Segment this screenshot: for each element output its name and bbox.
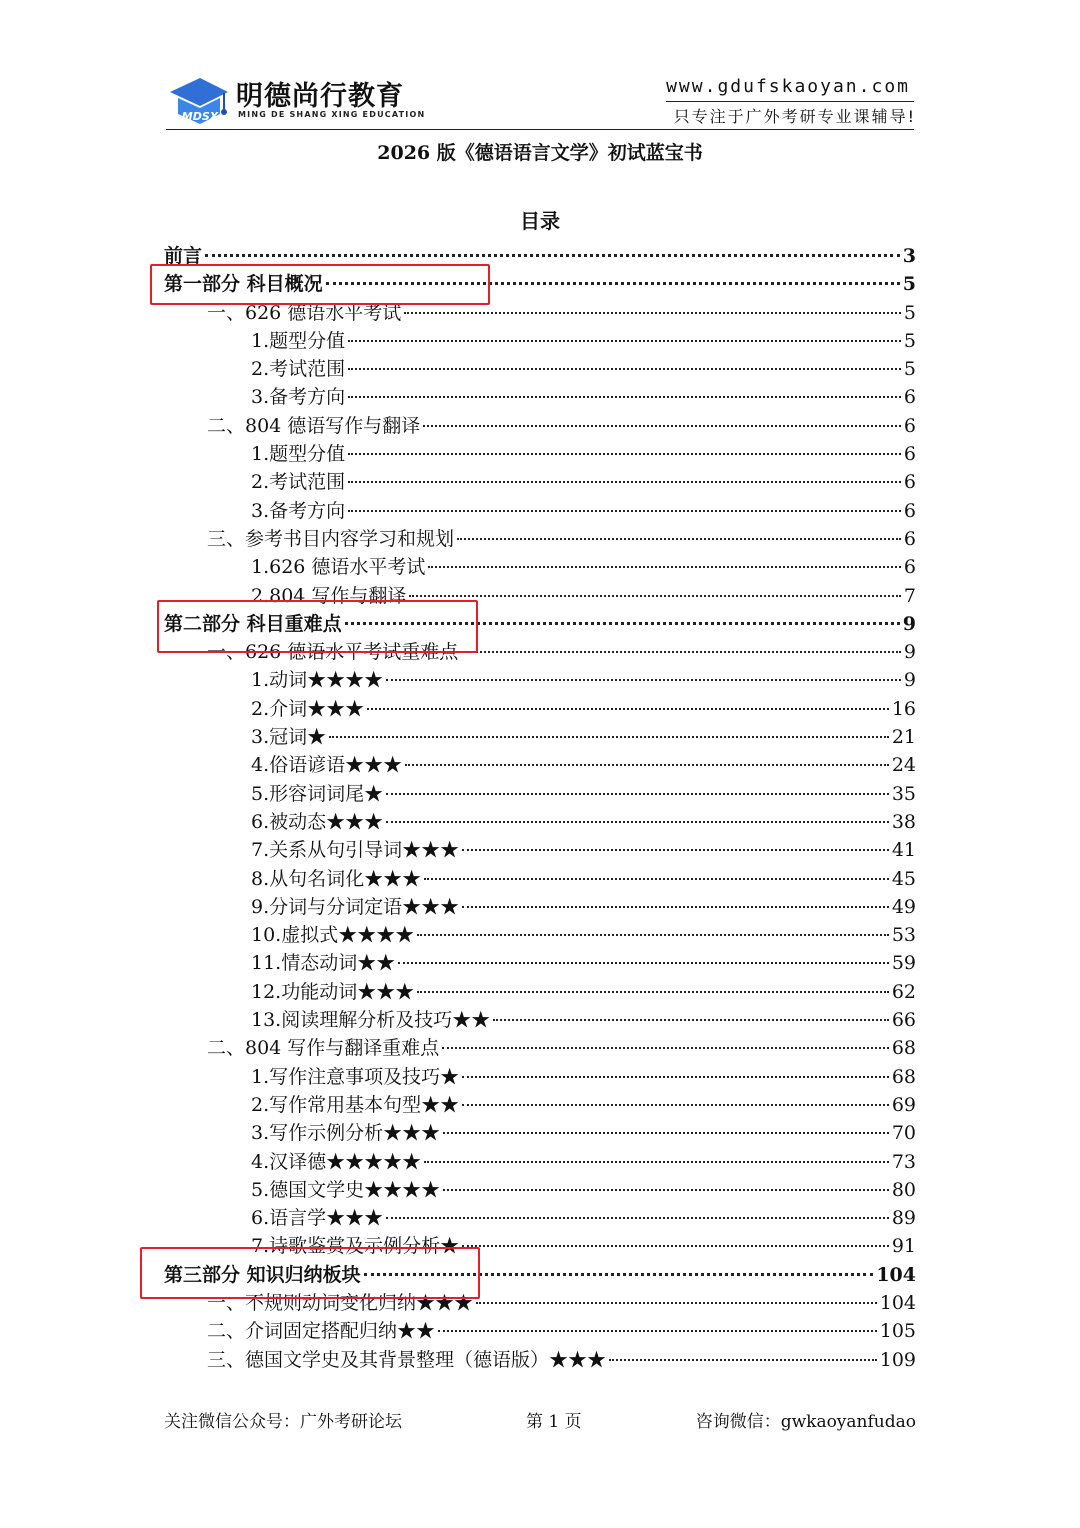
toc-entry[interactable] xyxy=(164,497,916,525)
toc-entry-page: 9 xyxy=(903,669,916,692)
toc-entry-page: 38 xyxy=(891,810,916,833)
toc-entry-title: 13.阅读理解分析及技巧★★ xyxy=(251,1009,491,1032)
toc-entry[interactable] xyxy=(164,1006,916,1034)
toc-entry-page: 45 xyxy=(891,867,916,890)
brand-name-english: MING DE SHANG XING EDUCATION xyxy=(238,110,426,119)
toc-entry-page: 59 xyxy=(891,952,916,975)
toc-dot-leader xyxy=(423,425,901,427)
highlight-box-part-1 xyxy=(150,264,490,305)
toc-entry-page: 69 xyxy=(891,1093,916,1116)
toc-entry[interactable] xyxy=(164,666,916,694)
toc-entry-title: 1.动词★★★★ xyxy=(251,669,384,692)
toc-entry-page: 66 xyxy=(891,1009,916,1032)
toc-entry-page: 5 xyxy=(902,273,916,296)
toc-entry[interactable] xyxy=(164,695,916,723)
toc-entry-page: 80 xyxy=(891,1178,916,1201)
toc-entry-title: 前言 xyxy=(164,245,203,267)
toc-dot-leader xyxy=(348,396,901,398)
toc-entry[interactable] xyxy=(164,751,916,779)
toc-entry[interactable] xyxy=(164,1063,916,1091)
book-title: 2026 版《德语语言文学》初试蓝宝书 xyxy=(377,142,703,164)
toc-entry-title: 三、参考书目内容学习和规划 xyxy=(207,527,455,550)
toc-entry-page: 21 xyxy=(891,726,916,749)
toc-entry-title: 一、不规则动词变化归纳★★★ xyxy=(207,1291,474,1314)
toc-entry-title: 第三部分 知识归纳板块 xyxy=(164,1263,361,1286)
toc-entry-title: 2.写作常用基本句型★★ xyxy=(251,1093,460,1116)
toc-entry[interactable] xyxy=(164,383,916,411)
toc-entry-page: 6 xyxy=(903,527,916,550)
toc-entry-title: 三、德国文学史及其背景整理（德语版）★★★ xyxy=(207,1348,607,1371)
toc-entry[interactable] xyxy=(164,1148,916,1176)
toc-entry-page: 6 xyxy=(903,471,916,494)
graduation-cap-icon xyxy=(166,70,230,128)
highlight-box-part-3 xyxy=(140,1247,480,1299)
header-divider xyxy=(166,129,914,130)
toc-entry-title: 3.备考方向 xyxy=(251,386,346,409)
toc-entry-page: 89 xyxy=(891,1207,916,1230)
toc-entry-page: 7 xyxy=(903,584,916,607)
toc-dot-leader xyxy=(367,708,889,710)
toc-entry-page: 91 xyxy=(891,1235,916,1258)
toc-entry-page: 6 xyxy=(903,443,916,466)
toc-entry[interactable] xyxy=(164,808,916,836)
toc-dot-leader xyxy=(329,736,889,738)
toc-dot-leader xyxy=(386,679,901,681)
toc-entry-title: 3.写作示例分析★★★ xyxy=(251,1122,441,1145)
toc-dot-leader xyxy=(609,1359,877,1361)
toc-entry-page: 109 xyxy=(879,1348,916,1371)
toc-entry-title: 第二部分 科目重难点 xyxy=(164,612,342,635)
toc-entry-title: 12.功能动词★★★ xyxy=(251,980,415,1003)
toc-entry[interactable] xyxy=(164,440,916,468)
toc-entry-page: 6 xyxy=(903,414,916,437)
toc-entry[interactable] xyxy=(164,1091,916,1119)
toc-entry-page: 68 xyxy=(891,1065,916,1088)
toc-entry-page: 73 xyxy=(891,1150,916,1173)
toc-dot-leader xyxy=(424,1161,889,1163)
toc-entry-title: 2.考试范围 xyxy=(251,358,346,381)
toc-entry-page: 6 xyxy=(903,556,916,579)
toc-dot-leader xyxy=(428,566,900,568)
toc-entry-page: 5 xyxy=(903,301,916,324)
toc-entry-title: 1.写作注意事项及技巧★ xyxy=(251,1065,460,1088)
toc-entry-title: 4.汉译德★★★★★ xyxy=(251,1150,422,1173)
toc-entry-page: 41 xyxy=(891,839,916,862)
toc-entry-title: 3.备考方向 xyxy=(251,499,346,522)
toc-heading: 目录 xyxy=(520,209,560,233)
toc-entry-page: 6 xyxy=(903,386,916,409)
toc-entry[interactable] xyxy=(164,723,916,751)
toc-dot-leader xyxy=(405,764,889,766)
brand-logo xyxy=(166,70,426,128)
toc-dot-leader xyxy=(462,1245,889,1247)
slogan: 只专注于广外考研专业课辅导! xyxy=(673,107,916,126)
toc-dot-leader xyxy=(386,793,889,795)
toc-entry-title: 7.关系从句引导词★★★ xyxy=(251,839,460,862)
toc-dot-leader xyxy=(417,934,889,936)
toc-entry[interactable] xyxy=(164,1204,916,1232)
toc-entry[interactable] xyxy=(164,327,916,355)
toc-entry-title: 3.冠词★ xyxy=(251,726,327,749)
toc-entry-title: 11.情态动词★★ xyxy=(251,952,396,975)
toc-entry-title: 10.虚拟式★★★★ xyxy=(251,924,415,947)
toc-entry[interactable] xyxy=(164,355,916,383)
header-divider-short xyxy=(666,101,914,102)
toc-entry-title: 5.德国文学史★★★★ xyxy=(251,1178,441,1201)
toc-dot-leader xyxy=(461,651,901,653)
toc-entry-page: 105 xyxy=(879,1320,916,1343)
toc-dot-leader xyxy=(462,906,889,908)
toc-entry-page: 68 xyxy=(891,1037,916,1060)
toc-entry[interactable] xyxy=(164,893,916,921)
toc-entry-title: 9.分词与分词定语★★★ xyxy=(251,895,460,918)
toc-entry-title: 第一部分 科目概况 xyxy=(164,273,323,296)
website-url: www.gdufskaoyan.com xyxy=(666,76,910,97)
toc-entry[interactable] xyxy=(164,921,916,949)
toc-entry-title: 2.804 写作与翻译 xyxy=(251,584,407,607)
toc-dot-leader xyxy=(348,340,901,342)
toc-dot-leader xyxy=(442,1047,889,1049)
toc-entry-title: 一、626 德语水平考试 xyxy=(207,301,402,324)
toc-dot-leader xyxy=(462,1076,889,1078)
toc-dot-leader xyxy=(348,453,901,455)
toc-dot-leader xyxy=(398,962,889,964)
toc-entry-page: 62 xyxy=(891,980,916,1003)
toc-entry-page: 35 xyxy=(891,782,916,805)
toc-entry[interactable] xyxy=(164,836,916,864)
toc-dot-leader xyxy=(386,1217,889,1219)
toc-dot-leader xyxy=(348,368,901,370)
toc-entry[interactable] xyxy=(164,412,916,440)
toc-entry-title: 2.考试范围 xyxy=(251,471,346,494)
toc-entry-page: 9 xyxy=(903,641,916,664)
highlight-box-part-2 xyxy=(157,600,478,653)
toc-entry-page: 9 xyxy=(902,612,916,635)
toc-entry-page: 5 xyxy=(903,358,916,381)
toc-dot-leader xyxy=(457,538,901,540)
toc-dot-leader xyxy=(348,510,901,512)
toc-entry[interactable] xyxy=(164,1119,916,1147)
toc-entry-page: 3 xyxy=(902,245,916,267)
toc-dot-leader xyxy=(462,849,889,851)
toc-entry-title: 5.形容词词尾★ xyxy=(251,782,384,805)
toc-entry-title: 8.从句名词化★★★ xyxy=(251,867,422,890)
toc-dot-leader xyxy=(404,312,901,314)
toc-dot-leader xyxy=(438,1330,877,1332)
footer-page-number: 第 1 页 xyxy=(526,1412,582,1432)
toc-entry[interactable] xyxy=(164,468,916,496)
toc-entry-page: 6 xyxy=(903,499,916,522)
toc-entry[interactable] xyxy=(164,949,916,977)
toc-entry-page: 70 xyxy=(891,1122,916,1145)
toc-dot-leader xyxy=(409,595,900,597)
toc-dot-leader xyxy=(462,1104,889,1106)
toc-entry-page: 104 xyxy=(879,1291,916,1314)
toc-entry-page: 104 xyxy=(876,1263,916,1286)
toc-entry-title: 二、介词固定搭配归纳★★ xyxy=(207,1320,436,1343)
toc-entry-title: 1.626 德语水平考试 xyxy=(251,556,426,579)
logo-letters: MDSX xyxy=(181,110,219,123)
toc-entry[interactable] xyxy=(164,865,916,893)
toc-entry[interactable] xyxy=(164,525,916,553)
table-of-contents xyxy=(164,242,916,1374)
toc-dot-leader xyxy=(443,1132,889,1134)
toc-entry[interactable] xyxy=(164,1176,916,1204)
toc-entry-title: 2.介词★★★ xyxy=(251,697,365,720)
toc-entry[interactable] xyxy=(164,1317,916,1345)
toc-entry[interactable] xyxy=(164,1034,916,1062)
toc-entry-page: 49 xyxy=(891,895,916,918)
toc-entry-page: 16 xyxy=(891,697,916,720)
toc-dot-leader xyxy=(476,1302,877,1304)
toc-entry-page: 53 xyxy=(891,924,916,947)
toc-entry-title: 7.诗歌鉴赏及示例分析★ xyxy=(251,1235,460,1258)
toc-entry-title: 1.题型分值 xyxy=(251,329,346,352)
toc-entry-title: 6.语言学★★★ xyxy=(251,1207,384,1230)
toc-dot-leader xyxy=(493,1019,889,1021)
toc-dot-leader xyxy=(424,878,889,880)
toc-entry[interactable] xyxy=(164,780,916,808)
toc-entry[interactable] xyxy=(164,978,916,1006)
toc-entry-title: 二、804 德语写作与翻译 xyxy=(207,414,421,437)
toc-entry-page: 5 xyxy=(903,329,916,352)
toc-entry-title: 二、804 写作与翻译重难点 xyxy=(207,1037,440,1060)
toc-entry[interactable] xyxy=(164,553,916,581)
footer-consult-wechat: 咨询微信：gwkaoyanfudao xyxy=(695,1412,916,1432)
toc-entry-title: 1.题型分值 xyxy=(251,443,346,466)
toc-dot-leader xyxy=(205,254,900,257)
toc-dot-leader xyxy=(348,481,901,483)
toc-dot-leader xyxy=(417,991,889,993)
toc-entry-page: 24 xyxy=(891,754,916,777)
toc-entry[interactable] xyxy=(164,1346,916,1374)
toc-entry-title: 6.被动态★★★ xyxy=(251,810,384,833)
toc-dot-leader xyxy=(443,1189,889,1191)
toc-entry-title: 4.俗语谚语★★★ xyxy=(251,754,403,777)
footer-wechat-account: 关注微信公众号：广外考研论坛 xyxy=(164,1412,402,1432)
toc-dot-leader xyxy=(386,821,889,823)
toc-entry-title: 一、626 德语水平考试重难点 xyxy=(207,641,459,664)
brand-name: 明德尚行教育 xyxy=(236,81,404,112)
